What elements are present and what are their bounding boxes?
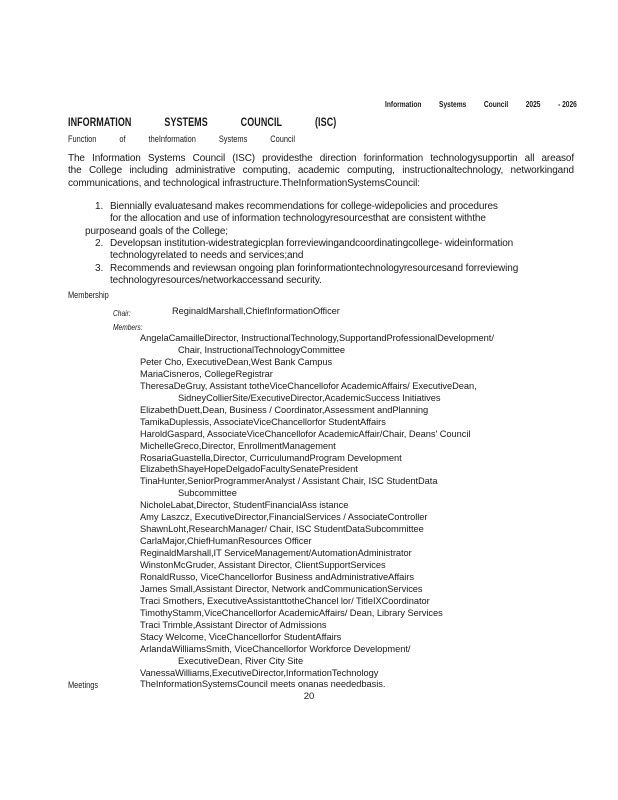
list-item-line <box>68 263 574 275</box>
word: COUNCIL <box>240 117 283 129</box>
line-text: ElizabethDuett,Dean, Business / Coordinator,Assessment andPlanning <box>140 404 429 415</box>
line-text: TinaHunter,SeniorProgrammerAnalyst / Assistant Chair, ISC StudentData <box>140 476 438 487</box>
line-text: Stacy Welcome, ViceChancellorfor StudentAffairs <box>140 631 342 642</box>
line-text: Recommends and reviewsan ongoing plan forinformationtechnologyresourcesand forreviewing <box>110 262 519 274</box>
intro-line: the College including administrative computing, academic computing, instructionaltechnology, networkingand <box>68 165 574 177</box>
line-text: RosariaGuastella,Director, CurriculumandProgram Development <box>140 452 402 463</box>
line-text: ArlandaWilliamsSmith, ViceChancellorfor Workforce Development/ <box>140 643 411 654</box>
word: INFORMATION <box>68 117 132 129</box>
word: Council <box>483 99 509 109</box>
line-text: Traci Smothers, ExecutiveAssistanttotheChancel lor/ TitleIXCoordinator <box>140 595 430 606</box>
meetings-heading: Meetings <box>68 680 99 691</box>
list-item-line <box>68 226 574 238</box>
line-text: AngelaCamailleDirector, InstructionalTechnology,SupportandProfessionalDevelopment/ <box>140 333 494 343</box>
member-line <box>140 417 580 429</box>
list-item-line <box>68 201 574 213</box>
word: theInformation <box>148 134 196 145</box>
member-line <box>140 512 580 524</box>
line-text: Amy Laszcz, ExecutiveDirector,FinancialServices / AssociateController <box>140 512 428 523</box>
member-line <box>140 620 580 632</box>
member-line <box>140 441 580 453</box>
line-text: MariaCisneros, CollegeRegistrar <box>140 368 273 379</box>
member-line <box>140 644 580 656</box>
intro-paragraph <box>68 153 574 190</box>
member-line <box>140 596 580 608</box>
word: 2025 <box>525 99 541 109</box>
line-text: Chair, InstructionalTechnologyCommittee <box>178 344 346 355</box>
member-line <box>140 393 580 405</box>
line-text: ReginaldMarshall,IT ServiceManagement/AutomationAdministrator <box>140 548 412 559</box>
line-text: technologyrelated to needs and services;and <box>110 250 304 262</box>
member-line <box>140 560 580 572</box>
member-line <box>140 357 580 369</box>
chair-value: ReginaldMarshall,ChiefInformationOfficer <box>172 306 340 316</box>
line-text: RonaldRusso, ViceChancellorfor Business andAdministrativeAffairs <box>140 572 414 583</box>
line-text: NicholeLabat,Director, StudentFinancialAss istance <box>140 500 349 511</box>
line-text: Subcommittee <box>178 488 237 499</box>
chair-label: Chair: <box>113 308 131 318</box>
member-line <box>140 536 580 548</box>
list-item-line <box>68 238 574 250</box>
line-text: ElizabethShayeHopeDelgadoFacultySenatePresident <box>140 464 358 475</box>
list-number: 1. <box>95 201 104 212</box>
line-text: Developsan institution-widestrategicplan forreviewingandcoordinatingcollege- wideinformation <box>110 238 514 250</box>
member-line <box>140 464 580 476</box>
line-text: Traci Trimble,Assistant Director of Admissions <box>140 619 327 630</box>
line-text: SidneyCollierSite/ExecutiveDirector,AcademicSuccess Initiatives <box>178 392 441 403</box>
word: SYSTEMS <box>164 117 208 129</box>
word: (ISC) <box>314 117 337 129</box>
line-text: CarlaMajor,ChiefHumanResources Officer <box>140 536 312 547</box>
membership-heading: Membership <box>68 290 109 301</box>
member-line <box>140 656 580 668</box>
member-line <box>140 584 580 596</box>
line-text: WinstonMcGruder, Assistant Director, ClientSupportServices <box>140 560 386 571</box>
word: Systems <box>218 134 248 145</box>
list-number: 2. <box>95 238 104 250</box>
line-text: TimothyStamm,ViceChancellorfor AcademicAffairs/ Dean, Library Services <box>140 607 443 618</box>
line-text: TamikaDuplessis, AssociateViceChancellorfor StudentAffairs <box>140 416 386 427</box>
member-line <box>140 333 580 345</box>
list-number: 3. <box>95 262 104 274</box>
member-line <box>140 453 580 465</box>
line-text: HaroldGaspard, AssociateViceChancellofor AcademicAffair/Chair, Deans' Council <box>140 428 471 439</box>
member-line <box>140 405 580 417</box>
running-header <box>385 99 577 109</box>
line-text: ExecutiveDean, River City Site <box>178 655 304 666</box>
member-line <box>140 345 580 357</box>
word: of <box>119 134 126 145</box>
line-text: MichelleGreco,Director, EnrollmentManagement <box>140 440 336 451</box>
line-text: for the allocation and use of information technologyresourcesthat are consistent withthe <box>110 213 486 225</box>
member-line <box>140 429 580 441</box>
page-number: 20 <box>303 691 315 702</box>
meetings-text: TheInformationSystemsCouncil meets onanas neededbasis. <box>140 679 386 689</box>
list-item-line <box>68 213 574 225</box>
line-text: Biennially evaluatesand makes recommendations for college-widepolicies and procedures <box>110 201 498 212</box>
intro-line: The Information Systems Council (ISC) providesthe direction forinformation technologysupportin all areasof <box>68 153 574 164</box>
section-heading-function <box>68 134 295 145</box>
word: Function <box>68 134 97 145</box>
member-line <box>140 668 580 680</box>
member-line <box>140 381 580 393</box>
line-text: Peter Cho, ExecutiveDean,West Bank Campus <box>140 356 333 367</box>
intro-line: communications, and technological infrastructure.TheInformationSystemsCouncil: <box>68 177 420 189</box>
line-text: technologyresources/networkaccessand security. <box>110 275 322 287</box>
word: Information <box>385 99 422 109</box>
member-line <box>140 488 580 500</box>
member-line <box>140 476 580 488</box>
page-title <box>68 117 336 129</box>
member-line <box>140 548 580 560</box>
member-line <box>140 369 580 381</box>
member-line <box>140 608 580 620</box>
line-text: purposeand goals of the College; <box>85 225 228 237</box>
members-list <box>140 333 580 680</box>
member-line <box>140 632 580 644</box>
word: Council <box>270 134 295 145</box>
line-text: VanessaWilliams,ExecutiveDirector,InformationTechnology <box>140 667 379 678</box>
member-line <box>140 524 580 536</box>
line-text: ShawnLoht,ResearchManager/ Chair, ISC StudentDataSubcommittee <box>140 524 424 535</box>
word: Systems <box>439 99 467 109</box>
line-text: TheresaDeGruy, Assistant totheViceChancellofor AcademicAffairs/ ExecutiveDean, <box>140 380 477 391</box>
list-item-line <box>68 250 574 262</box>
line-text: James Small,Assistant Director, Network andCommunicationServices <box>140 584 423 595</box>
numbered-list <box>68 201 574 287</box>
members-label: Members: <box>113 322 143 332</box>
member-line <box>140 572 580 584</box>
word: - 2026 <box>558 99 577 109</box>
member-line <box>140 500 580 512</box>
list-item-line <box>68 275 574 287</box>
